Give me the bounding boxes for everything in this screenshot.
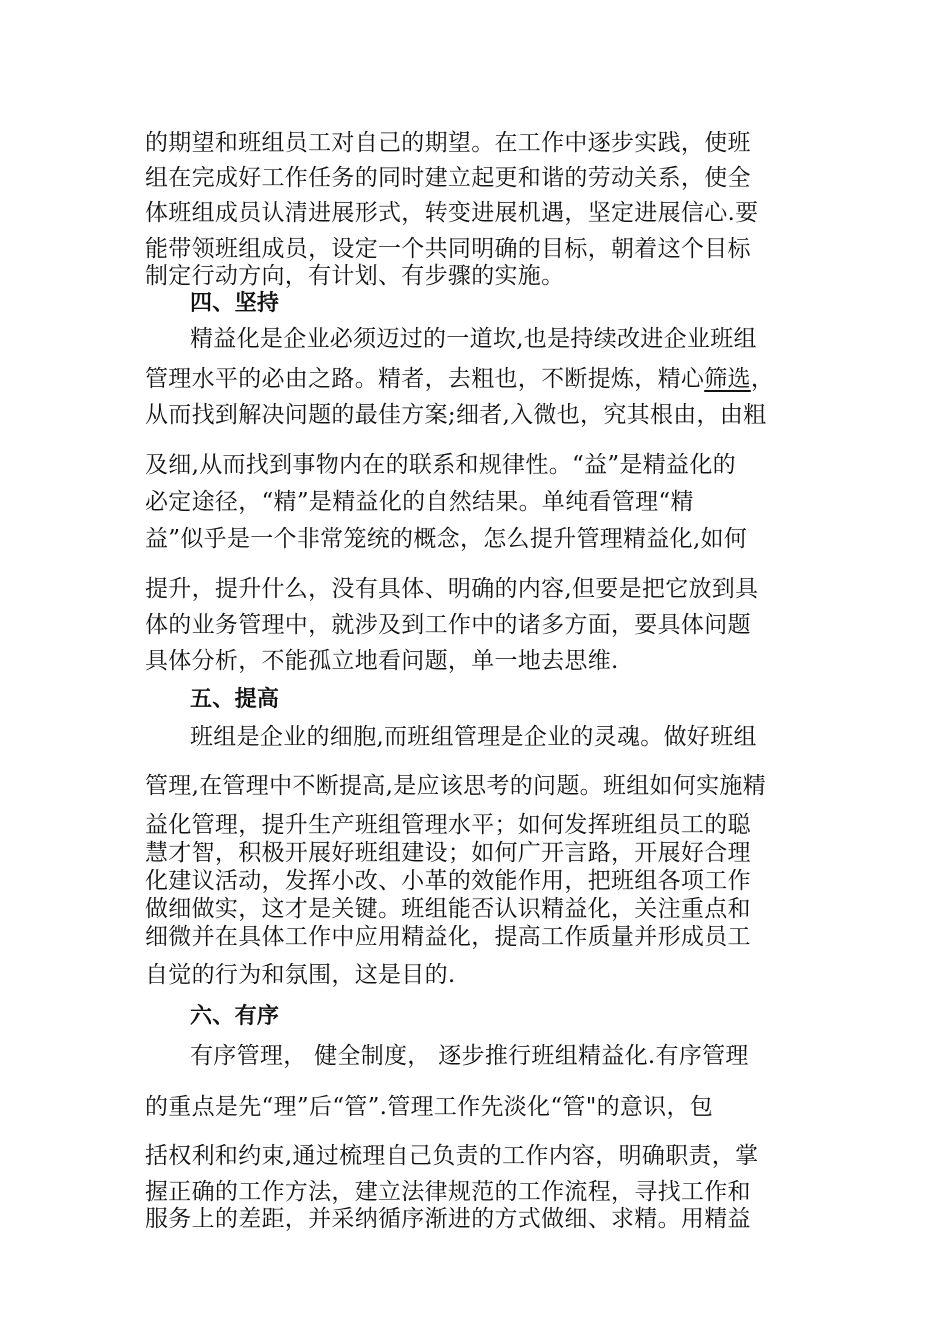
text-line: 及细,从而找到事物内在的联系和规律性。“益”是精益化的: [145, 452, 736, 478]
section-heading: 四、坚持: [190, 291, 280, 316]
section-heading: 五、提高: [190, 687, 280, 712]
text-line: 提升，提升什么，没有具体、明确的内容,但要是把它放到具: [145, 576, 759, 602]
text-line: 能带领班组成员，设定一个共同明确的目标，朝着这个目标: [145, 236, 751, 262]
text-line: 体班组成员认清进展形式，转变进展机遇，坚定进展信心.要: [145, 200, 759, 226]
text-line: 握正确的工作方法，建立法律规范的工作流程，寻找工作和: [145, 1179, 751, 1205]
text-line: 服务上的差距，并采纳循序渐进的方式做细、求精。用精益: [145, 1206, 751, 1232]
text-line: 自觉的行为和氛围，这是目的.: [145, 962, 456, 988]
text-line: 慧才智，积极开展好班组建设；如何广开言路，开展好合理: [145, 840, 751, 866]
text-line: 细微并在具体工作中应用精益化，提高工作质量并形成员工: [145, 924, 751, 950]
text-line: 做细做实，这才是关键。班组能否认识精益化，关注重点和: [145, 896, 751, 922]
underlined-word: 筛选: [704, 366, 751, 392]
text-line: 具体分析，不能孤立地看问题，单一地去思维.: [145, 648, 619, 674]
text-line: 益”似乎是一个非常笼统的概念，怎么提升管理精益化,如何: [145, 526, 748, 552]
text-line: 管理水平的必由之路。精者，去粗也，不断提炼，精心筛选，: [145, 366, 775, 392]
text-line: 从而找到解决问题的最佳方案;细者,入微也，究其根由，由粗: [145, 402, 767, 428]
text-line: 体的业务管理中，就涉及到工作中的诸多方面，要具体问题: [145, 612, 751, 638]
text-line: 化建议活动，发挥小改、小革的效能作用，把班组各项工作: [145, 868, 751, 894]
text-line: 的期望和班组员工对自己的期望。在工作中逐步实践，使班: [145, 130, 751, 156]
section-heading: 六、有序: [190, 1004, 280, 1029]
text-line: 括权利和约束,通过梳理自己负责的工作内容，明确职责，掌: [145, 1143, 759, 1169]
text-line: 制定行动方向，有计划、有步骤的实施。: [145, 263, 565, 289]
text-line: 的重点是先“理”后“管”.管理工作先淡化“管"的意识，包: [145, 1094, 714, 1120]
text-line: 精益化是企业必须迈过的一道坎,也是持续改进企业班组: [190, 326, 757, 352]
text-line: 益化管理，提升生产班组管理水平；如何发挥班组员工的聪: [145, 812, 751, 838]
text-line: 必定途径，“精”是精益化的自然结果。单纯看管理“精: [145, 489, 694, 515]
text-line: 管理,在管理中不断提高,是应该思考的问题。班组如何实施精: [145, 773, 767, 799]
text-line: 班组是企业的细胞,而班组管理是企业的灵魂。做好班组: [190, 724, 757, 750]
text-line: 组在完成好工作任务的同时建立起更和谐的劳动关系，使全: [145, 165, 751, 191]
text-line: 有序管理， 健全制度， 逐步推行班组精益化.有序管理: [190, 1043, 749, 1069]
